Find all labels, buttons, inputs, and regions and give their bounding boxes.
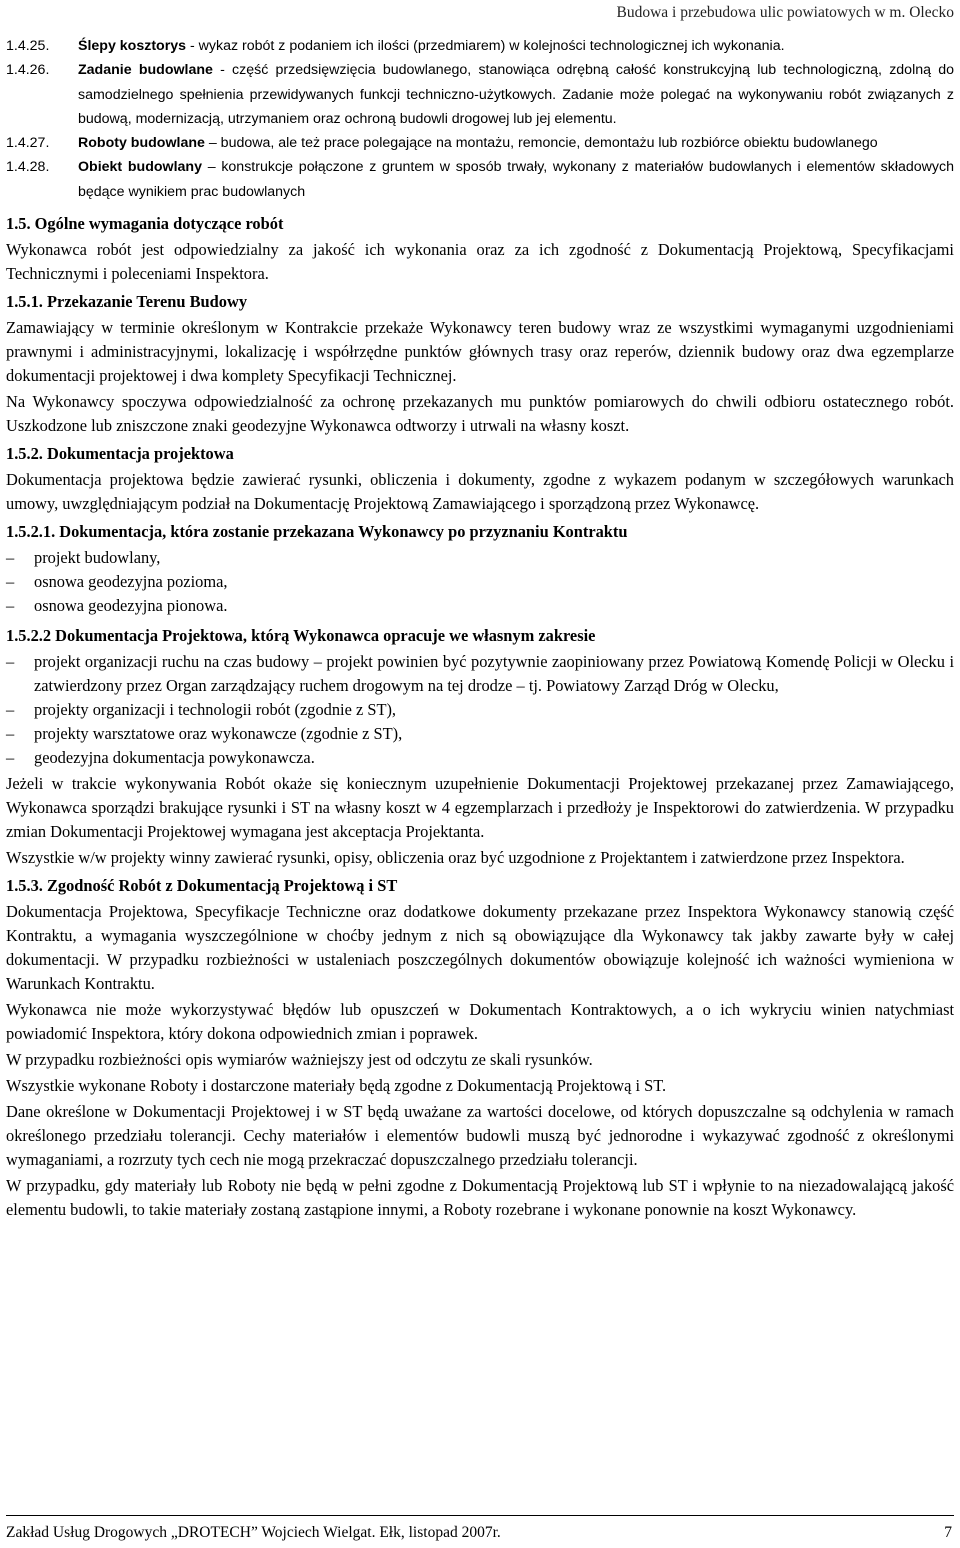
dash-bullet: – bbox=[6, 652, 15, 672]
definition-text: - część przedsięwzięcia budowlanego, stanowiąca odrębną całość konstrukcyjną lub technologiczną, zdolną do samodzielnego spełnienia przewidywanych funkcji techniczno-użytkowych. Zadanie może polegać na wykonywaniu robót związanych z budową, modernizacją, utrzymaniem oraz ochroną budowli drogowej lub jej elementu. bbox=[78, 62, 954, 127]
definition-1-4-26 bbox=[6, 58, 954, 131]
dash-bullet: – bbox=[6, 700, 15, 720]
list-item: – projekt organizacji ruchu na czas budowy – projekt powinien być pozytywnie zaopiniowany przez Powiatową Komendę Policji w Olecku i zatwierdzony przez Organ zarządzający ruchem drogowym na tej drodze – tj. Powiatowy Zarząd Dróg w Olecku, bbox=[6, 652, 954, 696]
definition-1-4-28 bbox=[6, 155, 954, 204]
definition-text: – budowa, ale też prace polegające na montażu, remoncie, demontażu lub rozbiórce obiektu budowlanego bbox=[204, 135, 878, 152]
definition-1-4-25 bbox=[6, 34, 954, 58]
paragraph: Wszystkie wykonane Roboty i dostarczone materiały będą zgodne z Dokumentacją Projektową i ST. bbox=[6, 1076, 667, 1096]
definition-number: 1.4.28. bbox=[6, 159, 50, 176]
dash-bullet: – bbox=[6, 548, 15, 568]
paragraph: Dokumentacja projektowa będzie zawierać rysunki, obliczenia i dokumenty, zgodne z wykazem podanym w szczegółowych warunkach umowy, uwzględniającym podział na Dokumentację Projektową Zamawiającego i sporządzoną przez Wykonawcę. bbox=[6, 470, 954, 514]
section-heading-1-5-2-2: 1.5.2.2 Dokumentacja Projektowa, którą Wykonawca opracuje we własnym zakresie bbox=[6, 626, 596, 646]
footer-divider bbox=[6, 1515, 954, 1516]
definition-text: - wykaz robót z podaniem ich ilości (przedmiarem) w kolejności technologicznej ich wykonania. bbox=[186, 38, 785, 54]
list-item: – projekty warsztatowe oraz wykonawcze (zgodnie z ST), bbox=[6, 722, 954, 746]
running-header: Budowa i przebudowa ulic powiatowych w m. Olecko bbox=[616, 4, 954, 21]
definition-text: – konstrukcje połączone z gruntem w sposób trwały, wykonany z materiałów budowlanych i elementów składowych będące wynikiem prac budowlanych bbox=[78, 159, 954, 200]
list-item: – projekty organizacji i technologii robót (zgodnie z ST), bbox=[6, 698, 954, 722]
definition-term: Ślepy kosztorys bbox=[78, 38, 187, 54]
section-heading-1-5-2: 1.5.2. Dokumentacja projektowa bbox=[6, 444, 234, 464]
paragraph: Dokumentacja Projektowa, Specyfikacje Techniczne oraz dodatkowe dokumenty przekazane przez Inspektora Wykonawcy stanowią część Kontraktu, a wymagania wyszczególnione w choćby jednym z nich są obowiązujące dla Wykonawcy tak jakby zawarte były w całej dokumentacji. W przypadku rozbieżności w ustaleniach poszczególnych dokumentów obowiązuje kolejność ich ważności wymieniona w Warunkach Kontraktu. bbox=[6, 902, 954, 994]
paragraph: Dane określone w Dokumentacji Projektowej i w ST będą uważane za wartości docelowe, od których dopuszczalne są odchylenia w ramach określonego przedziału tolerancji. Cechy materiałów i elementów budowli muszą być jednorodne i wykazywać zgodność z określonymi wymaganiami, a rozrzuty tych cech nie mogą przekraczać dopuszczalnego przedziału tolerancji. bbox=[6, 1102, 954, 1170]
definition-term: Obiekt budowlany bbox=[78, 159, 202, 176]
paragraph: Wykonawca robót jest odpowiedzialny za jakość ich wykonania oraz za ich zgodność z Dokumentacją Projektową, Specyfikacjami Technicznymi i poleceniami Inspektora. bbox=[6, 240, 954, 284]
definition-term: Roboty budowlane bbox=[78, 135, 205, 152]
page-content bbox=[6, 34, 954, 1224]
definition-number: 1.4.27. bbox=[6, 135, 50, 152]
dash-bullet: – bbox=[6, 572, 15, 592]
paragraph: Wykonawca nie może wykorzystywać błędów lub opuszczeń w Dokumentach Kontraktowych, a o ich wykryciu winien natychmiast powiadomić Inspektora, który dokona odpowiednich zmian i poprawek. bbox=[6, 1000, 954, 1044]
list-item: – osnowa geodezyjna pionowa. bbox=[6, 594, 954, 618]
dash-bullet: – bbox=[6, 596, 15, 616]
section-heading-1-5-3: 1.5.3. Zgodność Robót z Dokumentacją Projektową i ST bbox=[6, 876, 398, 896]
paragraph: W przypadku, gdy materiały lub Roboty nie będą w pełni zgodne z Dokumentacją Projektową lub ST i wpłynie to na niezadowalającą jakość elementu budowli, to takie materiały zostaną zastąpione innymi, a Roboty rozebrane i wykonane ponownie na koszt Wykonawcy. bbox=[6, 1176, 954, 1220]
page-footer bbox=[6, 1524, 952, 1542]
paragraph: W przypadku rozbieżności opis wymiarów ważniejszy jest od odczytu ze skali rysunków. bbox=[6, 1050, 593, 1070]
definition-term: Zadanie budowlane bbox=[78, 62, 213, 79]
page-number: 7 bbox=[944, 1524, 952, 1541]
list-item: – geodezyjna dokumentacja powykonawcza. bbox=[6, 746, 954, 770]
dash-bullet: – bbox=[6, 748, 15, 768]
paragraph: Zamawiający w terminie określonym w Kontrakcie przekaże Wykonawcy teren budowy wraz ze wszystkimi wymaganymi uzgodnieniami prawnymi i administracyjnymi, lokalizację i współrzędne punktów głównych trasy oraz reperów, dziennik budowy oraz dwa egzemplarze dokumentacji projektowej i dwa komplety Specyfikacji Technicznej. bbox=[6, 318, 954, 386]
paragraph: Jeżeli w trakcie wykonywania Robót okaże się koniecznym uzupełnienie Dokumentacji Projektowej przekazanej przez Zamawiającego, Wykonawca sporządzi brakujące rysunki i ST na własny koszt w 4 egzemplarzach i przedłoży je Inspektorowi do zatwierdzenia. W przypadku zmian Dokumentacji Projektowej wymagana jest akceptacja Projektanta. bbox=[6, 774, 954, 842]
section-heading-1-5: 1.5. Ogólne wymagania dotyczące robót bbox=[6, 214, 284, 234]
list-item: – osnowa geodezyjna pozioma, bbox=[6, 570, 954, 594]
section-heading-1-5-1: 1.5.1. Przekazanie Terenu Budowy bbox=[6, 292, 248, 312]
definition-number: 1.4.25. bbox=[6, 38, 50, 54]
definition-number: 1.4.26. bbox=[6, 62, 50, 79]
footer-text: Zakład Usług Drogowych „DROTECH” Wojciech Wielgat. Ełk, listopad 2007r. bbox=[6, 1524, 501, 1541]
dash-list bbox=[6, 546, 954, 618]
dash-list bbox=[6, 650, 954, 770]
dash-bullet: – bbox=[6, 724, 15, 744]
section-heading-1-5-2-1: 1.5.2.1. Dokumentacja, która zostanie przekazana Wykonawcy po przyznaniu Kontraktu bbox=[6, 522, 628, 542]
paragraph: Na Wykonawcy spoczywa odpowiedzialność za ochronę przekazanych mu punktów pomiarowych do chwili odbioru ostatecznego robót. Uszkodzone lub zniszczone znaki geodezyjne Wykonawca odtworzy i utrwali na własny koszt. bbox=[6, 392, 954, 436]
list-item: – projekt budowlany, bbox=[6, 546, 954, 570]
definition-1-4-27 bbox=[6, 131, 954, 155]
paragraph: Wszystkie w/w projekty winny zawierać rysunki, opisy, obliczenia oraz być uzgodnione z Projektantem i zatwierdzone przez Inspektora. bbox=[6, 848, 905, 868]
